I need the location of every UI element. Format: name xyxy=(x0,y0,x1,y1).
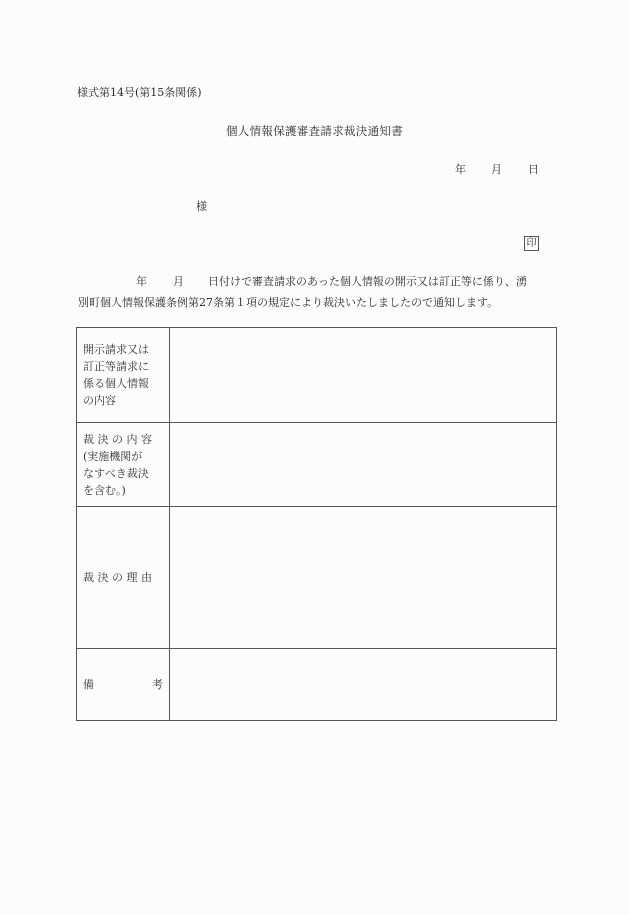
remarks-label-right: 考 xyxy=(152,678,163,691)
table-row-decision-content xyxy=(77,423,557,507)
value-remarks[interactable] xyxy=(170,649,557,721)
table-row-remarks xyxy=(77,649,557,721)
body-month-label: 月 xyxy=(173,275,184,288)
value-decision-content[interactable] xyxy=(170,423,557,507)
body-text-line-1: 日付けで審査請求のあった個人情報の開示又は訂正等に係り、湧 xyxy=(208,275,527,288)
notice-body-line-2: 別町個人情報保護条例第27条第１項の規定により裁決いたしましたので通知します。 xyxy=(78,296,499,309)
form-number: 様式第14号(第15条関係) xyxy=(77,86,202,99)
document-title: 個人情報保護審査請求裁決通知書 xyxy=(226,124,403,138)
label-decision-reason: 裁 決 の 理 由 xyxy=(77,507,170,649)
value-decision-reason[interactable] xyxy=(170,507,557,649)
addressee-suffix: 様 xyxy=(196,200,207,213)
label-remarks xyxy=(77,649,170,721)
notice-body xyxy=(78,271,556,313)
remarks-label-left: 備 xyxy=(83,678,94,691)
body-year-label: 年 xyxy=(136,275,147,288)
label-decision-content: 裁 決 の 内 容 (実施機関が なすべき裁決 を含む。) xyxy=(77,423,170,507)
table-row-decision-reason xyxy=(77,507,557,649)
seal-stamp-icon: 印 xyxy=(524,236,539,251)
value-request-content[interactable] xyxy=(170,328,557,423)
notice-body-line-1 xyxy=(78,271,556,292)
date-year-label: 年 xyxy=(455,163,466,176)
decision-details-table xyxy=(76,327,557,721)
label-request-content: 開示請求又は 訂正等請求に 係る個人情報 の内容 xyxy=(77,328,170,423)
date-day-label: 日 xyxy=(528,163,539,176)
table-row-request-content xyxy=(77,328,557,423)
date-month-label: 月 xyxy=(491,163,502,176)
